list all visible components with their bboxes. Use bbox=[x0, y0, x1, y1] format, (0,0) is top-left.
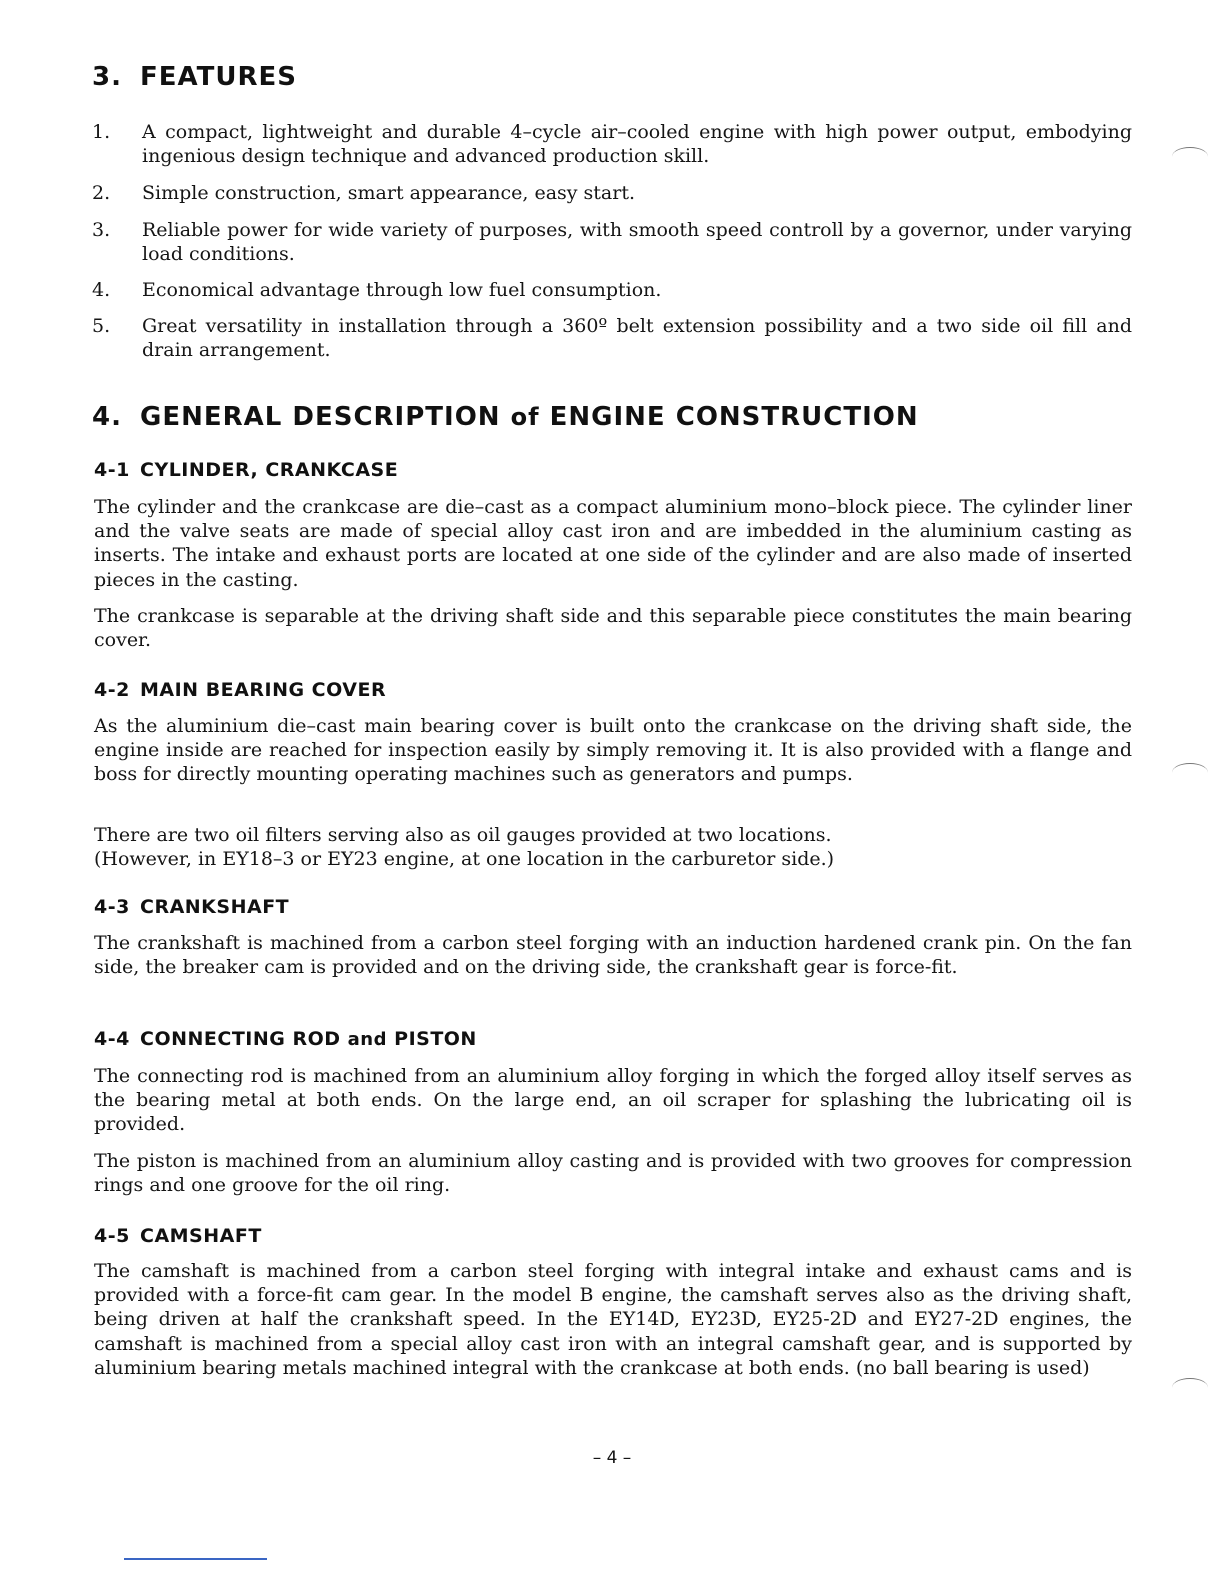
list-item-number: 3. bbox=[92, 219, 111, 241]
list-item-text: Reliable power for wide variety of purposes, with smooth speed controll by a governor, under varying load conditions. bbox=[142, 219, 1132, 265]
subsection-title-b: PISTON bbox=[394, 1028, 477, 1050]
list-item-number: 1. bbox=[92, 121, 111, 143]
paragraph: The crankshaft is machined from a carbon steel forging with an induction hardened crank pin. On the fan side, the breaker cam is provided and on the driving side, the crankshaft gear is force-fit. bbox=[94, 932, 1132, 979]
section-title-part1: GENERAL DESCRIPTION bbox=[140, 402, 501, 432]
subsection-number: 4-1 bbox=[94, 459, 130, 481]
list-item-number: 5. bbox=[92, 315, 111, 337]
subsection-title: CRANKSHAFT bbox=[140, 896, 290, 918]
subsection-heading-4-3 bbox=[94, 896, 289, 918]
binding-hole-mark bbox=[1172, 147, 1208, 166]
subsection-number: 4-5 bbox=[94, 1225, 130, 1247]
subsection-title: CAMSHAFT bbox=[140, 1225, 262, 1247]
section-title: FEATURES bbox=[140, 62, 297, 92]
subsection-heading-4-5 bbox=[94, 1225, 262, 1247]
footnote-rule bbox=[124, 1558, 267, 1560]
list-item-number: 4. bbox=[92, 279, 111, 301]
subsection-heading-4-2 bbox=[94, 679, 386, 701]
paragraph-line: (However, in EY18–3 or EY23 engine, at one location in the carburetor side.) bbox=[94, 848, 835, 871]
binding-hole-mark bbox=[1172, 1378, 1208, 1397]
section-3-heading bbox=[92, 62, 297, 92]
section-4-heading bbox=[92, 402, 919, 432]
subsection-title: MAIN BEARING COVER bbox=[140, 679, 387, 701]
list-item-number: 2. bbox=[92, 182, 111, 204]
subsection-heading-4-1 bbox=[94, 459, 398, 481]
list-item-text: A compact, lightweight and durable 4–cycle air–cooled engine with high power output, embodying ingenious design technique and advanced production skill. bbox=[142, 121, 1132, 167]
paragraph: The crankcase is separable at the driving shaft side and this separable piece constitutes the main bearing cover. bbox=[94, 605, 1132, 652]
subsection-number: 4-2 bbox=[94, 679, 130, 701]
paragraph: The camshaft is machined from a carbon steel forging with integral intake and exhaust cams and is provided with a force-fit cam gear. In the model B engine, the camshaft serves also as the driving shaft, being driven at half the crankshaft speed. In the EY14D, EY23D, EY25-2D and EY27-2D engines, the camshaft is machined from a special alloy cast iron with an integral camshaft gear, and is supported by aluminium bearing metals machined integral with the crankcase at both ends. (no ball bearing is used) bbox=[94, 1260, 1132, 1379]
paragraph: The cylinder and the crankcase are die–cast as a compact aluminium mono–block piece. The cylinder liner and the valve seats are made of special alloy cast iron and are imbedded in the aluminium casting as inserts. The intake and exhaust ports are located at one side of the cylinder and are also made of inserted pieces in the casting. bbox=[94, 496, 1132, 591]
subsection-number: 4-3 bbox=[94, 896, 130, 918]
section-title-of: of bbox=[510, 403, 540, 431]
paragraph: The piston is machined from an aluminium alloy casting and is provided with two grooves for compression rings and one groove for the oil ring. bbox=[94, 1150, 1132, 1197]
subsection-number: 4-4 bbox=[94, 1028, 130, 1050]
paragraph: The connecting rod is machined from an aluminium alloy forging in which the forged alloy itself serves as the bearing metal at both ends. On the large end, an oil scraper for splashing the lubricating oil is provided. bbox=[94, 1065, 1132, 1136]
paragraph: As the aluminium die–cast main bearing cover is built onto the crankcase on the driving shaft side, the engine inside are reached for inspection easily by simply removing it. It is also provided with a flange and boss for directly mounting operating machines such as generators and pumps. bbox=[94, 715, 1132, 786]
subsection-title-a: CONNECTING ROD bbox=[140, 1028, 341, 1050]
section-number: 4. bbox=[92, 402, 122, 432]
list-item-text: Great versatility in installation through a 360º belt extension possibility and a two side oil fill and drain arrangement. bbox=[142, 315, 1132, 361]
section-title-part2: ENGINE CONSTRUCTION bbox=[549, 402, 919, 432]
list-item-text: Economical advantage through low fuel consumption. bbox=[142, 279, 662, 301]
subsection-title-and: and bbox=[347, 1029, 388, 1050]
subsection-heading-4-4 bbox=[94, 1028, 477, 1050]
binding-hole-mark bbox=[1172, 763, 1208, 782]
section-number: 3. bbox=[92, 62, 122, 92]
paragraph-line: There are two oil filters serving also as oil gauges provided at two locations. bbox=[94, 824, 832, 846]
list-item-text: Simple construction, smart appearance, easy start. bbox=[142, 182, 636, 204]
page-number: – 4 – bbox=[592, 1448, 632, 1468]
subsection-title: CYLINDER, CRANKCASE bbox=[140, 459, 399, 481]
paragraph bbox=[94, 823, 1132, 871]
